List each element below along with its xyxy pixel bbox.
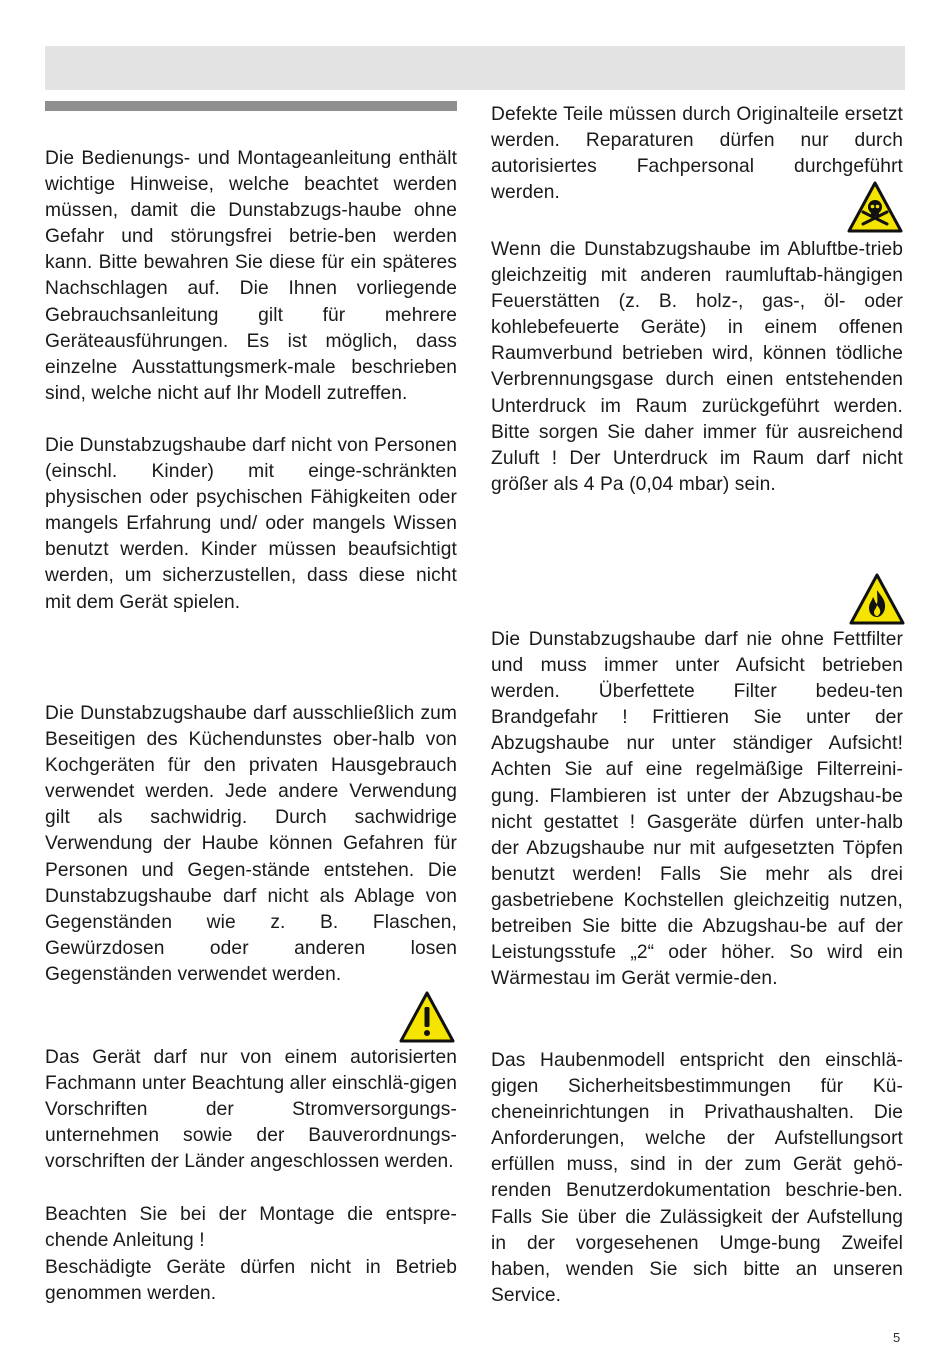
grease-filter-paragraph: Die Dunstabzugshaube darf nie ohne Fettfilter und muss immer unter Aufsicht betrieben werden. Überfettete Filter bedeu-ten Brandgefahr ! Frittieren Sie unter der Abzugshaube nur unter ständiger Aufsicht! Achten Sie auf eine regelmäßige Filterreini-gung. Flambieren ist unter der Abzugshau-be nicht gestattet ! Gasgeräte dürfen unter-halb der Abzugshaube nur mit aufgesetzten Töpfen benutzt werden! Falls Sie mehr als drei gasbetriebene Kochstellen gleichzeitig nutzen, betreiben Sie bitte die Abzugshau-be auf der Leistungsstufe „2“ oder höher. So wird ein Wärmestau im Gerät vermie-den. [491,629,903,990]
page-number: 5 [893,1330,901,1345]
header-band [45,46,905,90]
exhaust-mode-paragraph: Wenn die Dunstabzugshaube im Abluftbe-trieb gleichzeitig mit anderen raumluftab-hängigen Feuerstätten (z. B. holz-, gas-, öl- oder kohlebefeuerte Geräte) in einem offenen Raumverbund betrieben wird, können tödliche Verbrennungsgase durch einen entstehenden Unterdruck im Raum zurückgeführt werden. Bitte sorgen Sie daher immer für ausreichend Zuluft ! Der Unterdruck im Raum darf nicht größer als 4 Pa (0,04 mbar) sein. [491,239,903,495]
defective-parts-paragraph: Defekte Teile müssen durch Originalteile ersetzt werden. Reparaturen dürfen nur durch autorisiertes Fachpersonal durchgeführt werden. [491,104,903,204]
damaged-devices-note: Beschädigte Geräte dürfen nicht in Betrieb genommen werden. [45,1257,457,1305]
intro-paragraph: Die Bedienungs- und Montageanleitung enthält wichtige Hinweise, welche beachtet werden müssen, damit die Dunstabzugs-haube ohne Gefahr und störungsfrei betrie-ben werden kann. Bitte bewahren Sie diese für ein späteres Nachschlagen auf. Die Ihnen vorliegende Gebrauchsanleitung gilt für mehrere Geräteausführungen. Es ist möglich, dass einzelne Ausstattungsmerk-male beschrieben sind, welche nicht auf Ihr Modell zutreffen. [45,148,457,404]
mounting-note: Beachten Sie bei der Montage die entspre-chende Anleitung ! [45,1204,457,1252]
installation-paragraph: Das Gerät darf nur von einem autorisierten Fachmann unter Beachtung aller einschlä-gigen Vorschriften der Stromversorgungs-unternehmen sowie der Bauverordnungs-vorschriften der Länder angeschlossen werden. [45,1047,457,1173]
flame-icon [848,572,906,626]
section-rule [45,101,457,111]
warning-exclamation-icon [398,990,456,1044]
persons-paragraph: Die Dunstabzugshaube darf nicht von Personen (einschl. Kinder) mit einge-schränkten physischen oder psychischen Fähigkeiten oder mangels Erfahrung und/ oder mangels Wissen benutzt werden. Kinder müssen beaufsichtigt werden, um sicherzustellen, dass diese nicht mit dem Gerät spielen. [45,435,457,613]
safety-regulations-paragraph: Das Haubenmodell entspricht den einschlä-gigen Sicherheitsbestimmungen für Kü-cheneinrichtungen in Privathaushalten. Die Anforderungen, welche der Aufstellungsort erfüllen muss, sind in der zum Gerät gehö-renden Benutzerdokumentation beschrie-ben. Falls Sie über die Zulässigkeit der Aufstellung in der vorgesehenen Umge-bung Zweifel haben, wenden Sie sich bitte an unseren Service. [491,1050,903,1306]
skull-crossbones-icon [846,180,904,234]
intended-use-paragraph: Die Dunstabzugshaube darf ausschließlich zum Beseitigen des Küchendunstes ober-halb von Kochgeräten für den privaten Hausgebrauch verwendet werden. Jede andere Verwendung gilt als sachwidrig. Durch sachwidrige Verwendung der Haube können Gefahren für Personen und Gegen-stände entstehen. Die Dunstabzugshaube darf nicht als Ablage von Gegenständen wie z. B. Flaschen, Gewürzdosen oder anderen losen Gegenständen verwendet werden. [45,703,457,985]
